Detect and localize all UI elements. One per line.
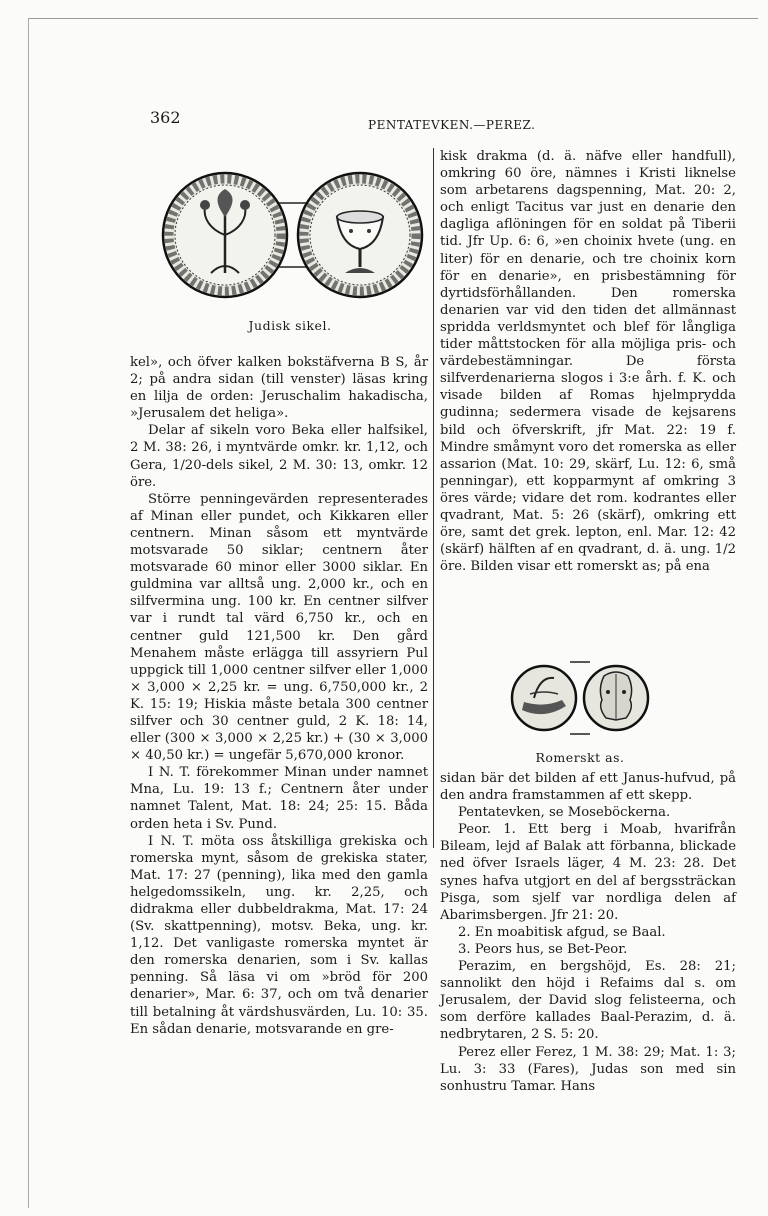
caption-romerskt-as: Romerskt as. xyxy=(535,750,625,765)
entry-pentatevken: Pentatevken, se Moseböckerna. xyxy=(458,805,671,821)
as-janus-coin xyxy=(584,666,648,730)
column-rule xyxy=(433,148,434,848)
page-edge-top xyxy=(28,18,758,19)
right-paragraph-1: kisk drakma (d. ä. näfve eller handfull), omkring 60 öre, nämnes i Kristi liknelse som arbetarens dagspenning, Mat. 20: 2, och enligt Tacitus var just en denarie den dagliga aflöningen för en soldat på Tiberii tid. Jfr Up. 6: 6, »en choinix hvete (ung. en liter) för en denarie, och tre choinix korn för en denarie», en prisbestämning för dyrtidsförhållanden. Den romerska denarien var vid den tiden det allmännast spridda verldsmyntet och blef för långliga tider måttstocken för alla möjliga pris- och värdebestämningar. De första silfverdenarierna slogos i 3:e årh. f. K. och visade bilden af Romas hjelmprydda gudinna; sedermera visade de kejsarens bild och öfverskrift, jfr Mat. 22: 19 f. Mindre småmynt voro det romerska as eller assarion (Mat. 10: 29, skärf, Lu. 12: 6, små penningar), ett kopparmynt af omkring 3 öres värde; vidare det rom. kodrantes eller qvadrant, Mat. 5: 26 (skärf), omkring ett öre, samt det grek. lepton, enl. Mar. 12: 42 (skärf) hälften af en qvadrant, d. ä. ung. 1/2 öre. Bilden visar ett romerskt as; på ena xyxy=(440,149,736,575)
left-column xyxy=(130,354,428,1038)
entry-peor-1: Peor. 1. Ett berg i Moab, hvarifrån Bileam, lejd af Balak att förbanna, blickade ned öfver Israels läger, 4 M. 23: 28. Det synes hafva utgjort en del af bergssträckan Pisga, som sjelf var nordliga delen af Abarimsbergen. Jfr 21: 20. xyxy=(440,822,736,923)
entry-peor-3: 3. Peors hus, se Bet-Peor. xyxy=(458,941,628,957)
page-number: 362 xyxy=(150,108,181,127)
right-column-upper xyxy=(440,148,736,575)
left-paragraph-3: Större penningevärden representerades af Minan eller pundet, och Kikkaren eller centnern. Minan såsom ett myntvärde motsvarade 50 siklar; centnern åter motsvarade 60 minor eller 3000 siklar. En guldmina var alltså ung. 2,000 kr., och en silfvermina ung. 100 kr. En centner silfver var i rundt tal värd 6,750 kr., och en centner guld 121,500 kr. Den gård Menahem måste erlägga till assyriern Pul uppgick till 1,000 centner silfver eller 1,000 × 3,000 × 2,25 kr. = ung. 6,750,000 kr., 2 K. 15: 19; Hiskia måste betala 300 centner silfver och 30 centner guld, 2 K. 18: 14, eller (300 × 3,000 × 2,25 kr.) + (30 × 3,000 × 40,50 kr.) = ungefär 5,670,000 kronor. xyxy=(130,491,428,764)
sikel-obverse-coin xyxy=(163,173,287,297)
entry-peor-2: 2. En moabitisk afgud, se Baal. xyxy=(458,924,666,940)
entry-perazim: Perazim, en bergshöjd, Es. 28: 21; sannolikt den höjd i Refaims dal s. om Jerusalem, der David slog felisteerna, och som derföre kallades Baal-Perazim, d. ä. nedbrytaren, 2 S. 5: 20. xyxy=(440,959,736,1043)
left-paragraph-2: Delar af sikeln voro Beka eller halfsikel, 2 M. 38: 26, i myntvärde omkr. kr. 1,12, och Gera, 1/20-dels sikel, 2 M. 30: 13, omkr. 12 öre. xyxy=(130,423,428,490)
page-edge-left xyxy=(28,18,29,1208)
right-column-lower xyxy=(440,770,736,1095)
right-paragraph-2: sidan bär det bilden af ett Janus-hufvud, på den andra framstammen af ett skepp. xyxy=(440,771,736,804)
left-paragraph-5: I N. T. möta oss åtskilliga grekiska och romerska mynt, såsom de grekiska stater, Mat. 17: 27 (penning), lika med den gamla helgedomssikeln, ung. kr. 2,25, och didrakma eller dubbeldrakma, Mat. 17: 24 (Sv. skattpenning), motsv. Beka, ung. kr. 1,12. Det vanligaste romerska myntet är den romerska denarien, som i Sv. kallas penning. Så läsa vi om »bröd för 200 denarier», Mar. 6: 37, och om två denarier till betalning åt värdshusvärden, Lu. 10: 35. En sådan denarie, motsvarande en gre- xyxy=(130,833,428,1037)
as-ship-coin xyxy=(512,666,576,730)
figure-romerskt-as xyxy=(510,648,650,748)
entry-perez: Perez eller Ferez, 1 M. 38: 29; Mat. 1: 3; Lu. 3: 33 (Fares), Judas son med sin sonhustru Tamar. Hans xyxy=(440,1044,736,1094)
figure-judisk-sikel xyxy=(155,155,425,315)
sikel-reverse-coin xyxy=(298,173,422,297)
left-paragraph-1: kel», och öfver kalken bokstäfverna B S, år 2; på andra sidan (till venster) läsas kring en lilja de orden: Jeruschalim hakadischa, »Jerusalem det heliga». xyxy=(130,355,428,422)
left-paragraph-4: I N. T. förekommer Minan under namnet Mna, Lu. 19: 13 f.; Centnern åter under namnet Talent, Mat. 18: 24; 25: 15. Båda orden heta i Sv. Pund. xyxy=(130,765,428,832)
running-head: PENTATEVKEN.—PEREZ. xyxy=(368,118,536,132)
caption-judisk-sikel: Judisk sikel. xyxy=(248,318,332,333)
